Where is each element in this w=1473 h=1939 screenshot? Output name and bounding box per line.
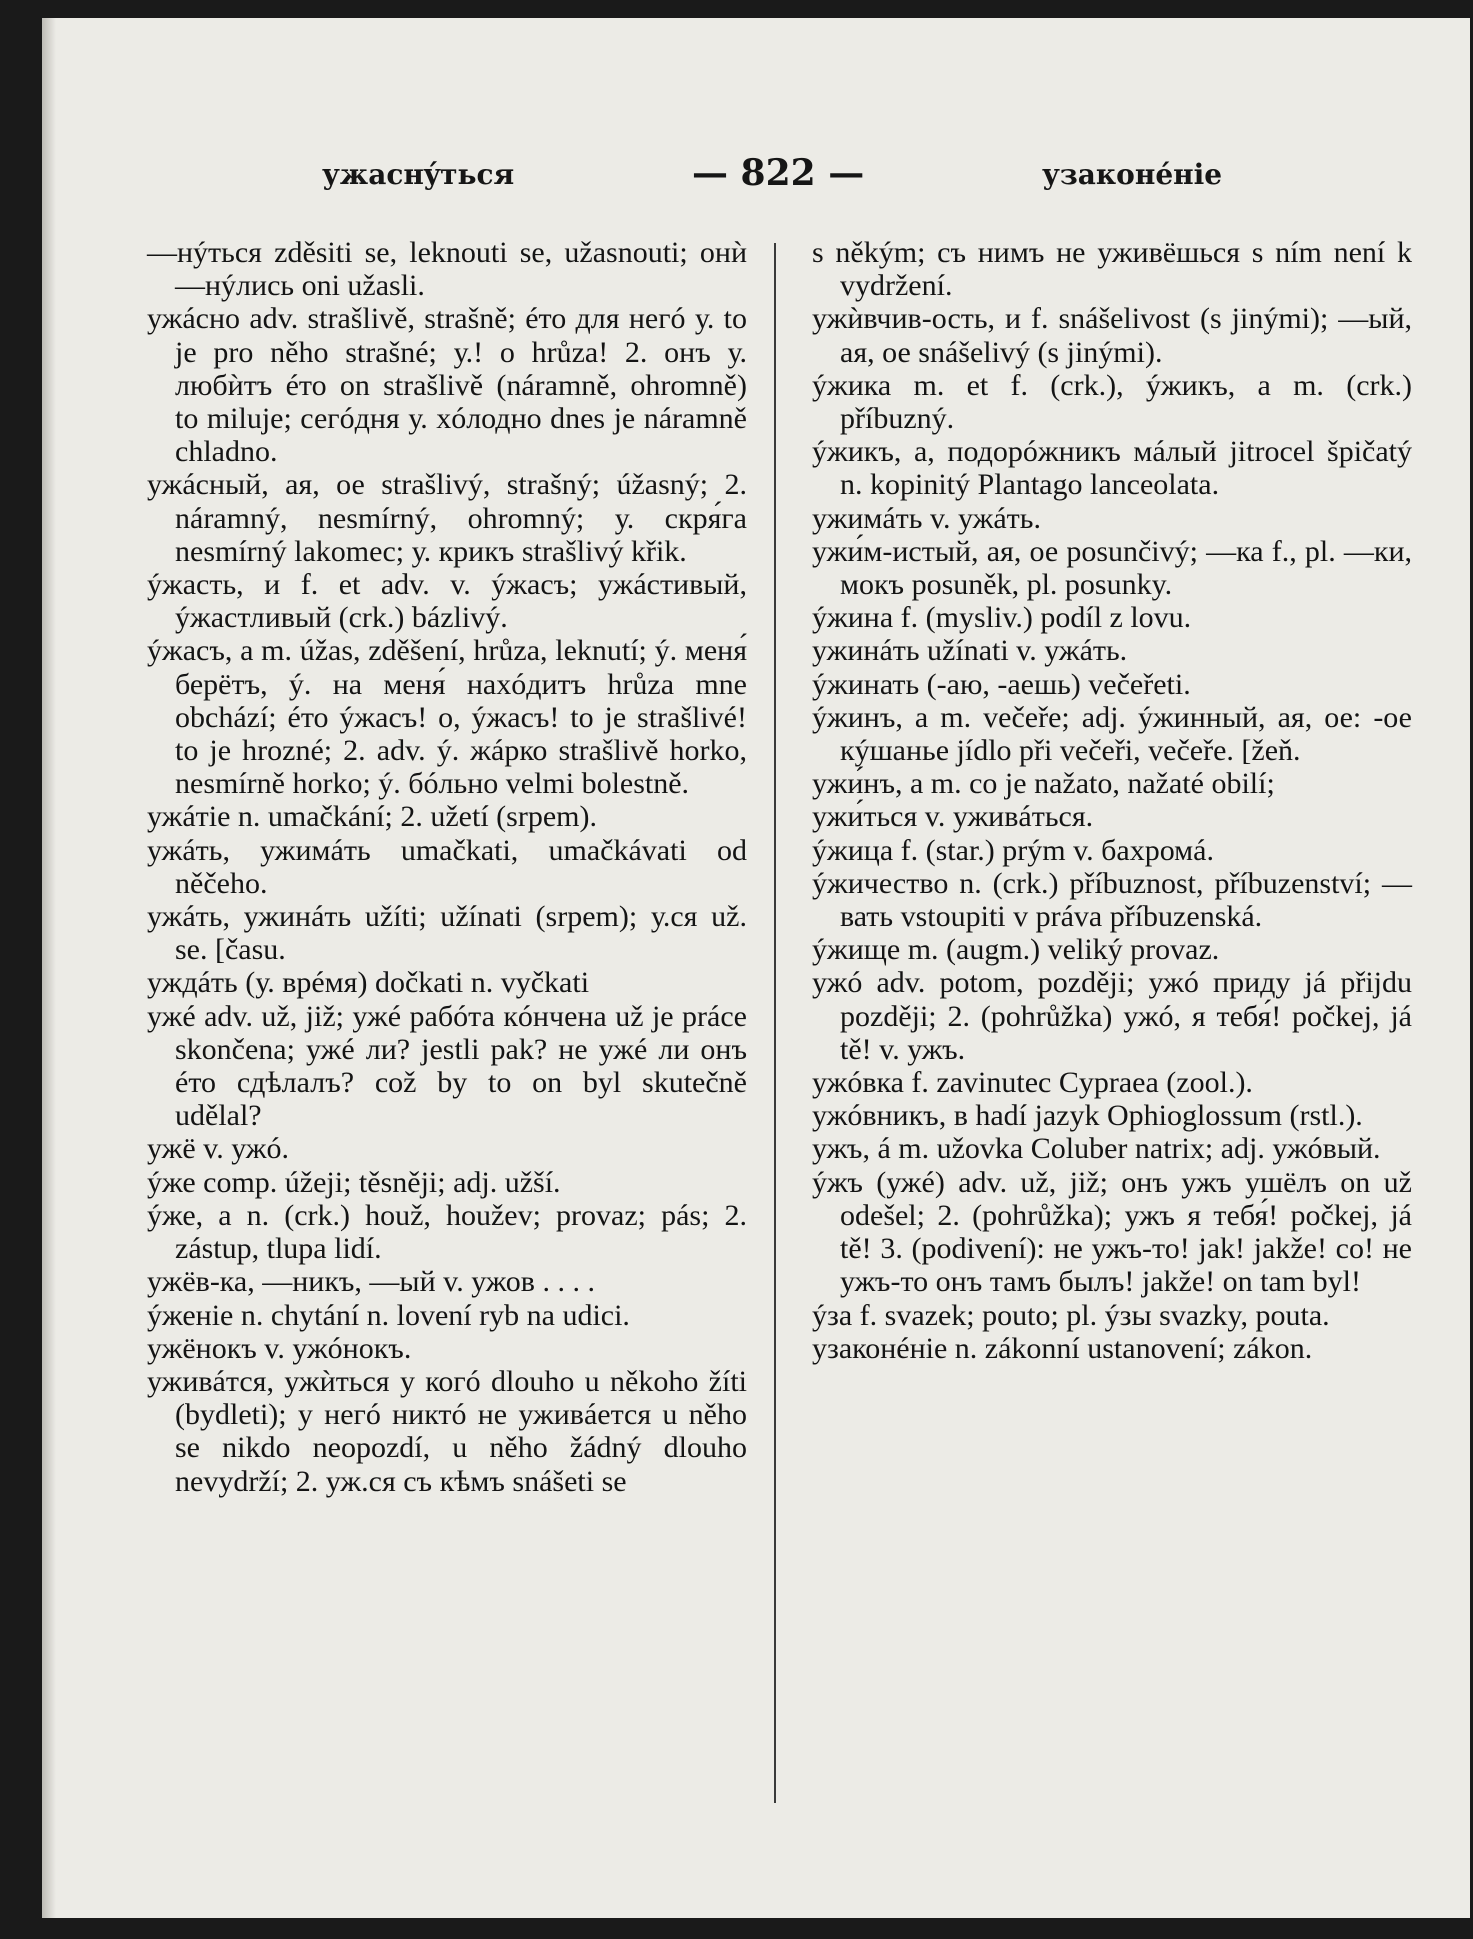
dictionary-entry: ужъ, á m. užovka Coluber natrix; adj. ужóвый. xyxy=(812,1132,1381,1166)
dictionary-entry: ýза f. svazek; pouto; pl. ýзы svazky, pouta. xyxy=(812,1298,1330,1332)
dictionary-entry: ýжичество n. (crk.) příbuznost, příbuzenství; —вать vstoupiti v práva příbuzenská. xyxy=(812,866,1412,934)
dictionary-entry: уживáтся, ужѝться у когó dlouho u někoho žíti (bydleti); у негó никтó не уживáется u něho se nikdo neopozdí, u něho žádný dlouho nevydrží; 2. уж.ся съ кѣмъ snášeti se xyxy=(147,1364,747,1498)
dictionary-page xyxy=(42,18,1470,1918)
dictionary-entry: ýжъ (ужé) adv. už, již; онъ ужъ ушёлъ on už odešel; 2. (pohrůžka); ужъ я тебя́! počkej, já tě! 3. (podivení): не ужъ-то! jak! jakže! co! не ужъ-то онъ тамъ былъ! jakže! on tam byl! xyxy=(812,1165,1412,1299)
running-header xyxy=(42,148,1470,198)
dictionary-entry: ужи́ться v. уживáться. xyxy=(812,800,1094,834)
dictionary-entry: s někým; съ нимъ не уживёшься s ním není k vydržení. xyxy=(812,236,1412,303)
right-guide-word: узаконéніе xyxy=(1042,158,1223,191)
dictionary-entry: ужинáть užínati v. ужáть. xyxy=(812,634,1128,668)
dictionary-entry: ужáсный, ая, ое strašlivý, strašný; úžasný; 2. náramný, nesmírný, ohromný; у. скря́га nesmírný lakomec; у. крикъ strašlivý křik. xyxy=(147,468,747,568)
column-divider xyxy=(774,243,776,1803)
dictionary-entry: узаконéніе n. zákonní ustanovení; zákon. xyxy=(812,1331,1313,1365)
dictionary-entry: ужѝвчив-ость, и f. snášelivost (s jinými); —ый, ая, ое snášelivý (s jinými). xyxy=(812,302,1412,369)
dictionary-entry: ужó adv. potom, později; ужó приду já přijdu později; 2. (pohrůžka) ужó, я тебя́! počkej, já tě! v. ужъ. xyxy=(812,966,1412,1066)
dictionary-entry: ужáсно adv. strašlivě, strašně; éто для негó у. to je pro něho strašné; у.! o hrůza! 2. онъ у. любѝтъ éто on strašlivě (náramně, ohromně) to miluje; сегóдня у. хóлодно dnes je náramně chladno. xyxy=(147,302,747,469)
right-column xyxy=(812,236,1412,1365)
dictionary-entry: ýжинать (-аю, -аешь) večeřeti. xyxy=(812,667,1191,701)
dictionary-entry: ýже, а n. (crk.) houž, houžev; provaz; pás; 2. zástup, tlupa lidí. xyxy=(147,1198,747,1266)
dictionary-entry: ужáть, ужимáть umačkati, umačkávati od něčeho. xyxy=(147,833,747,900)
dictionary-entry: ýженіе n. chytání n. lovení ryb na udici. xyxy=(147,1298,630,1332)
dictionary-entry: ужимáть v. ужáть. xyxy=(812,501,1041,535)
dictionary-entry: ýжинъ, а m. večeře; adj. ýжинный, ая, ое: -ое кýшанье jídlo při večeři, večeře. [žeň. xyxy=(812,700,1412,768)
dictionary-entry: ýжасть, и f. et adv. v. ýжасъ; ужáстивый, ýжастливый (crk.) bázlivý. xyxy=(147,568,747,635)
dictionary-entry: ужóвникъ, в hadí jazyk Ophioglossum (rstl.). xyxy=(812,1099,1363,1133)
dictionary-entry: ýжасъ, а m. úžas, zděšení, hrůza, leknutí; ý. меня́ берётъ, ý. на меня́ нахóдитъ hrůza mne obchází; éто ýжасъ! о, ýжасъ! to je strašlivé! to je hrozné; 2. adv. ý. жáрко strašlivě horko, nesmírně horko; ý. бóльно velmi bolestně. xyxy=(147,634,747,801)
dictionary-entry: ýжика m. et f. (crk.), ýжикъ, а m. (crk.) příbuzný. xyxy=(812,368,1412,436)
dictionary-entry: ужáть, ужинáть užíti; užínati (srpem); у.ся už. se. [času. xyxy=(147,900,747,967)
dictionary-entry: ýжица f. (star.) prým v. бахромá. xyxy=(812,833,1214,867)
dictionary-entry: ýже comp. úžeji; těsněji; adj. užší. xyxy=(147,1165,561,1199)
dictionary-entry: ýжище m. (augm.) veliký provaz. xyxy=(812,933,1220,967)
dictionary-entry: ужёв-ка, —никъ, —ый v. ужов . . . . xyxy=(147,1265,595,1299)
dictionary-entry: ужё v. ужó. xyxy=(147,1132,290,1166)
dictionary-entry: ýжина f. (mysliv.) podíl z lovu. xyxy=(812,601,1192,635)
dictionary-entry: ужи́м-истый, ая, ое posunčivý; —ка f., pl. —ки, мокъ posuněk, pl. posunky. xyxy=(812,534,1412,602)
dictionary-entry: ýжикъ, а, подорóжникъ мáлый jitrocel špičatý n. kopinitý Plantago lanceolata. xyxy=(812,435,1412,502)
dictionary-entry: уждáть (у. врéмя) dočkati n. vyčkati xyxy=(147,966,590,1000)
dictionary-entry: ужи́нъ, а m. co je nažato, nažaté obilí; xyxy=(812,767,1275,801)
dictionary-entry: ужёнокъ v. ужóнокъ. xyxy=(147,1331,412,1365)
dictionary-entry: ужé adv. už, již; ужé рабóта кóнчена už je práce skončena; ужé ли? jestli pak? не ужé ли онъ éто сдѣлалъ? což by to on byl skutečně udělal? xyxy=(147,999,747,1133)
dictionary-entry: —нýться zděsiti se, leknouti se, užasnouti; oнѝ —нýлись oni užasli. xyxy=(147,236,747,303)
page-number: — 822 — xyxy=(692,152,865,194)
left-guide-word: ужаснýться xyxy=(322,158,515,191)
dictionary-entry: ужóвка f. zavinutec Cypraea (zool.). xyxy=(812,1066,1253,1100)
dictionary-entry: ужáтіе n. umačkání; 2. užetí (srpem). xyxy=(147,800,597,834)
left-column xyxy=(147,236,747,1498)
